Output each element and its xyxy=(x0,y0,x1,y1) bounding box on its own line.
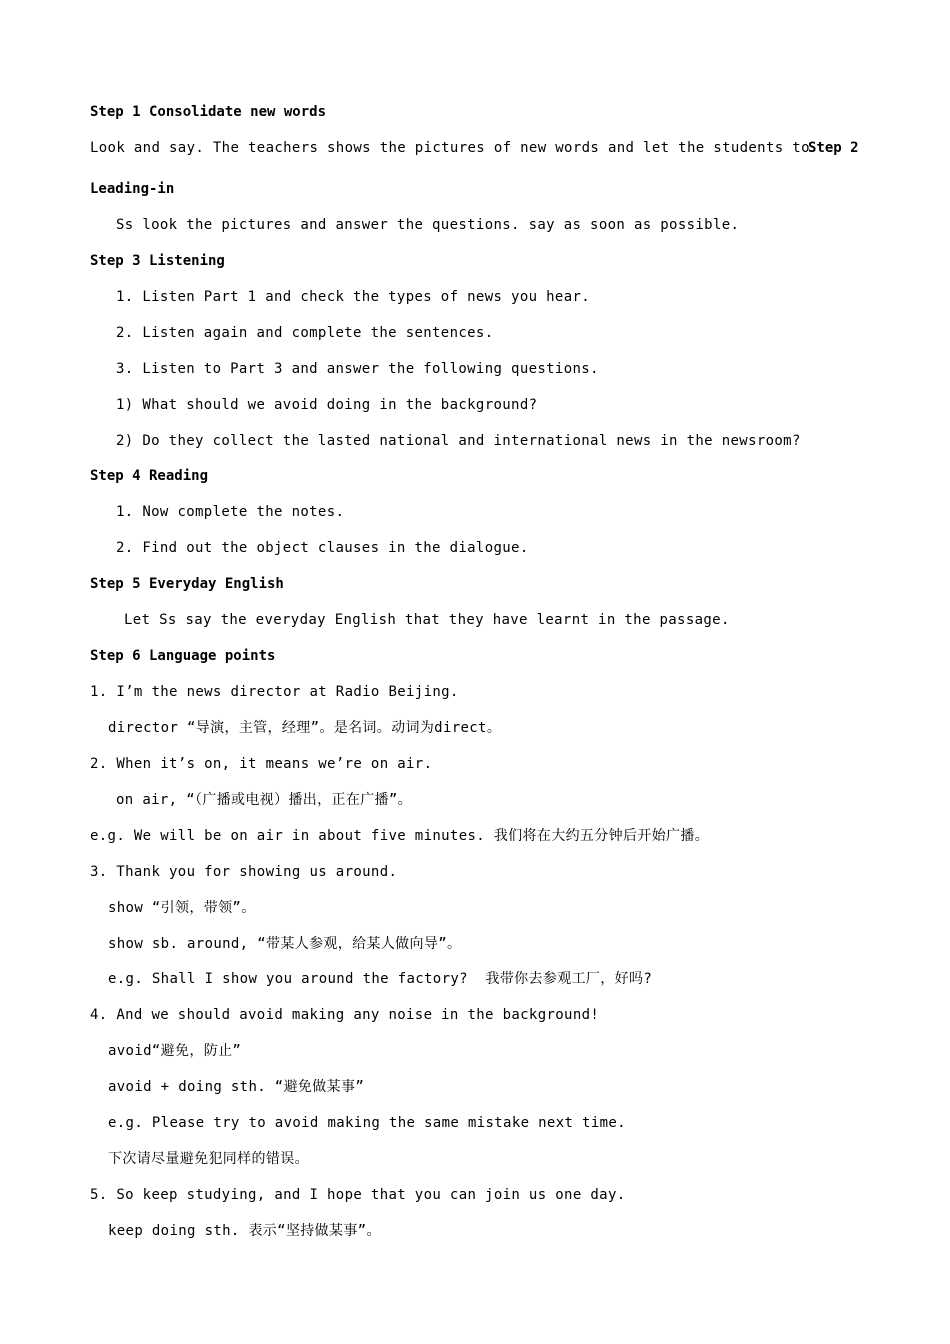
language-note: show sb. around, “带某人参观，给某人做向导”。 xyxy=(108,936,462,952)
language-point: 4. And we should avoid making any noise in the background! xyxy=(90,1007,600,1023)
step3-item: 1. Listen Part 1 and check the types of news you hear. xyxy=(116,289,591,305)
step4-item: 2. Find out the object clauses in the dialogue. xyxy=(116,540,529,556)
step3-subitem: 1) What should we avoid doing in the background? xyxy=(116,397,538,413)
step5-text: Let Ss say the everyday English that they have learnt in the passage. xyxy=(124,612,730,628)
language-example: e.g. Shall I show you around the factory? 我带你去参观工厂，好吗? xyxy=(108,971,653,987)
language-point: 3. Thank you for showing us around. xyxy=(90,864,398,880)
step5-heading: Step 5 Everyday English xyxy=(90,576,284,592)
step3-item: 3. Listen to Part 3 and answer the following questions. xyxy=(116,361,599,377)
step1-text: Look and say. The teachers shows the pictures of new words and let the students to xyxy=(90,140,810,156)
step2-heading-part2: Leading-in xyxy=(90,181,175,197)
step2-text: Ss look the pictures and answer the questions. say as soon as possible. xyxy=(116,217,740,233)
step2-heading-part1: Step 2 xyxy=(808,140,859,156)
language-note: director “导演，主管，经理”。是名词。动词为direct。 xyxy=(108,720,502,736)
step4-item: 1. Now complete the notes. xyxy=(116,504,345,520)
language-note: on air, “（广播或电视）播出，正在广播”。 xyxy=(116,792,413,808)
language-example: e.g. Please try to avoid making the same mistake next time. xyxy=(108,1115,626,1131)
language-note: show “引领，带领”。 xyxy=(108,900,256,916)
step3-heading: Step 3 Listening xyxy=(90,253,225,269)
language-note: keep doing sth. 表示“坚持做某事”。 xyxy=(108,1223,381,1239)
language-translation: 下次请尽量避免犯同样的错误。 xyxy=(108,1151,309,1167)
step4-heading: Step 4 Reading xyxy=(90,468,209,484)
language-note: avoid“避免，防止” xyxy=(108,1043,242,1059)
language-point: 1. I’m the news director at Radio Beijing. xyxy=(90,684,459,700)
language-example: e.g. We will be on air in about five minutes. 我们将在大约五分钟后开始广播。 xyxy=(90,828,710,844)
step3-item: 2. Listen again and complete the sentences. xyxy=(116,325,494,341)
step1-heading: Step 1 Consolidate new words xyxy=(90,104,327,120)
step3-subitem: 2) Do they collect the lasted national and international news in the newsroom? xyxy=(116,433,801,449)
step6-heading: Step 6 Language points xyxy=(90,648,276,664)
language-point: 2. When it’s on, it means we’re on air. xyxy=(90,756,433,772)
language-note: avoid + doing sth. “避免做某事” xyxy=(108,1079,365,1095)
language-point: 5. So keep studying, and I hope that you can join us one day. xyxy=(90,1187,626,1203)
